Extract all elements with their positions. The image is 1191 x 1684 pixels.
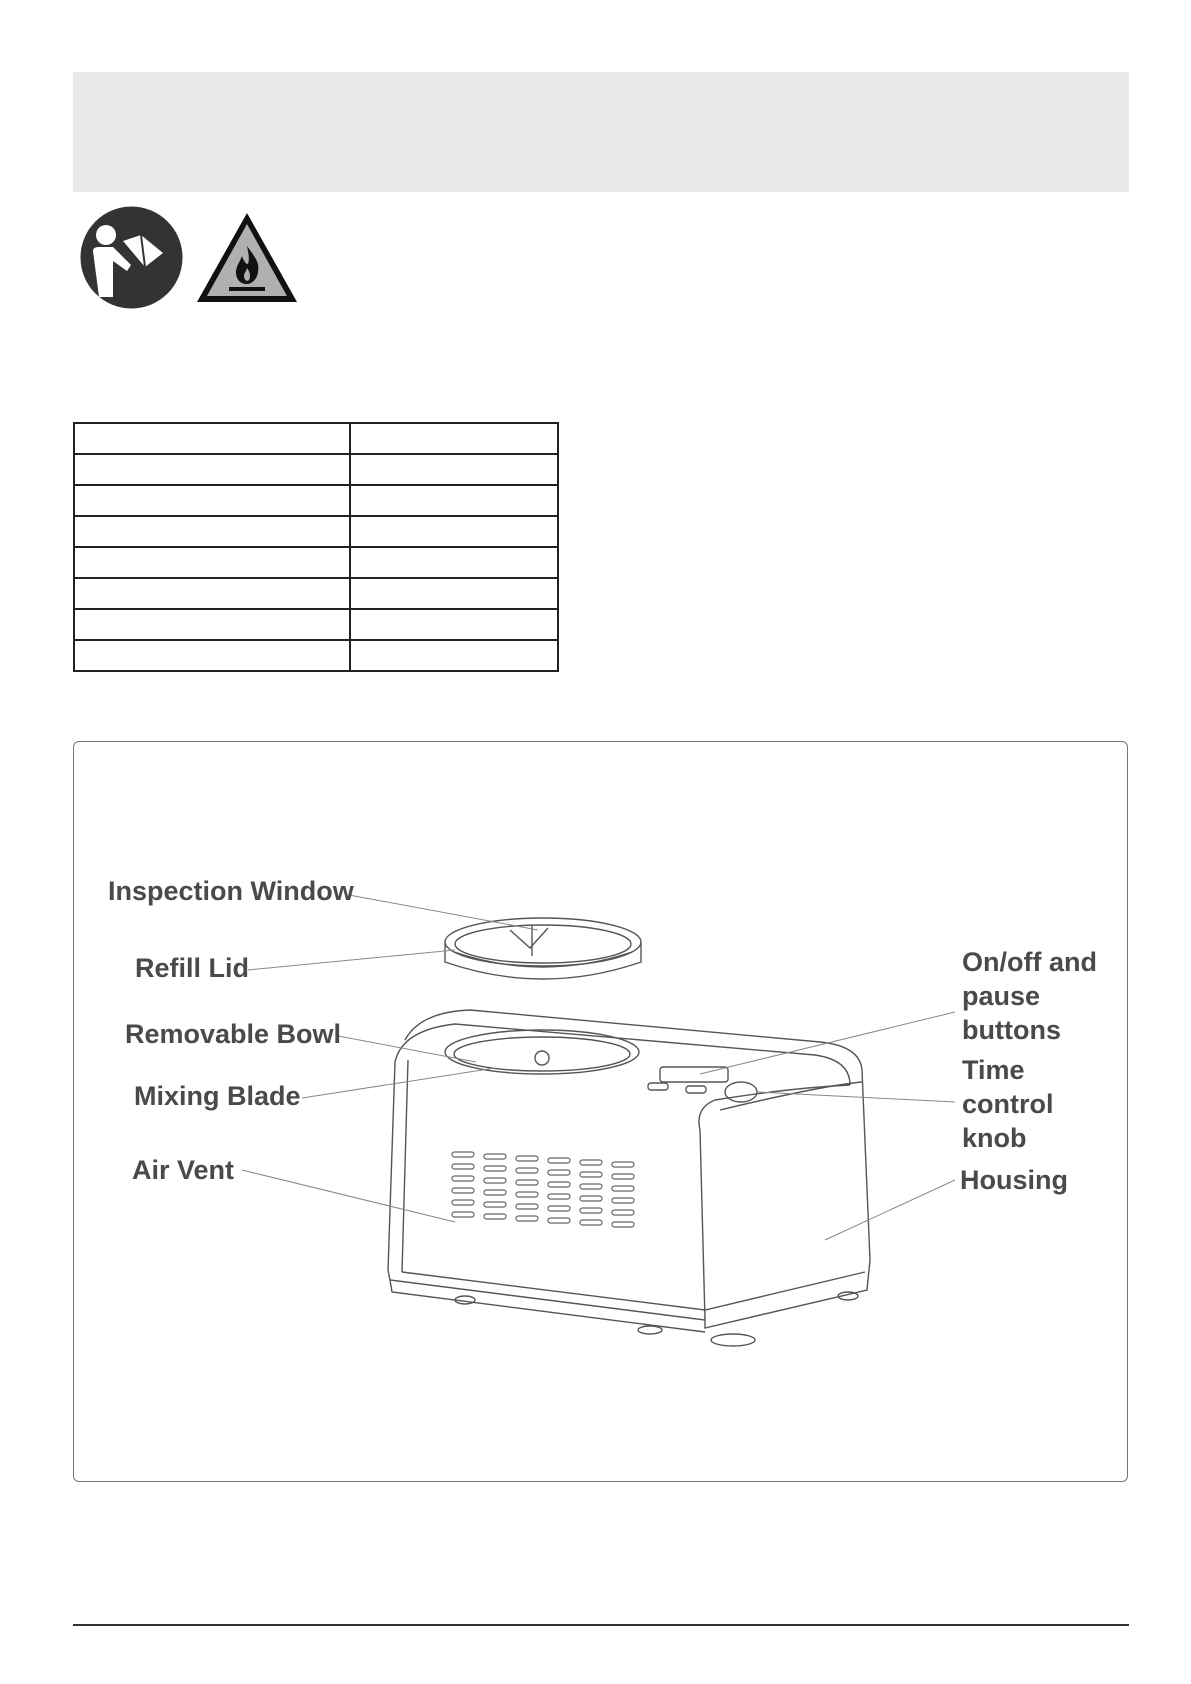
label-refill-lid: Refill Lid: [135, 953, 249, 983]
label-inspection-window: Inspection Window: [108, 876, 354, 906]
label-housing: Housing: [960, 1165, 1068, 1195]
label-air-vent: Air Vent: [132, 1155, 235, 1185]
label-mixing-blade: Mixing Blade: [134, 1081, 301, 1111]
air-vent-slots: [452, 1152, 634, 1227]
label-time-control-knob: Time control knob: [962, 1055, 1054, 1153]
label-onoff-pause-buttons: On/off and pause buttons: [962, 947, 1097, 1045]
footer-divider: [73, 1624, 1129, 1626]
label-removable-bowl: Removable Bowl: [125, 1019, 342, 1049]
